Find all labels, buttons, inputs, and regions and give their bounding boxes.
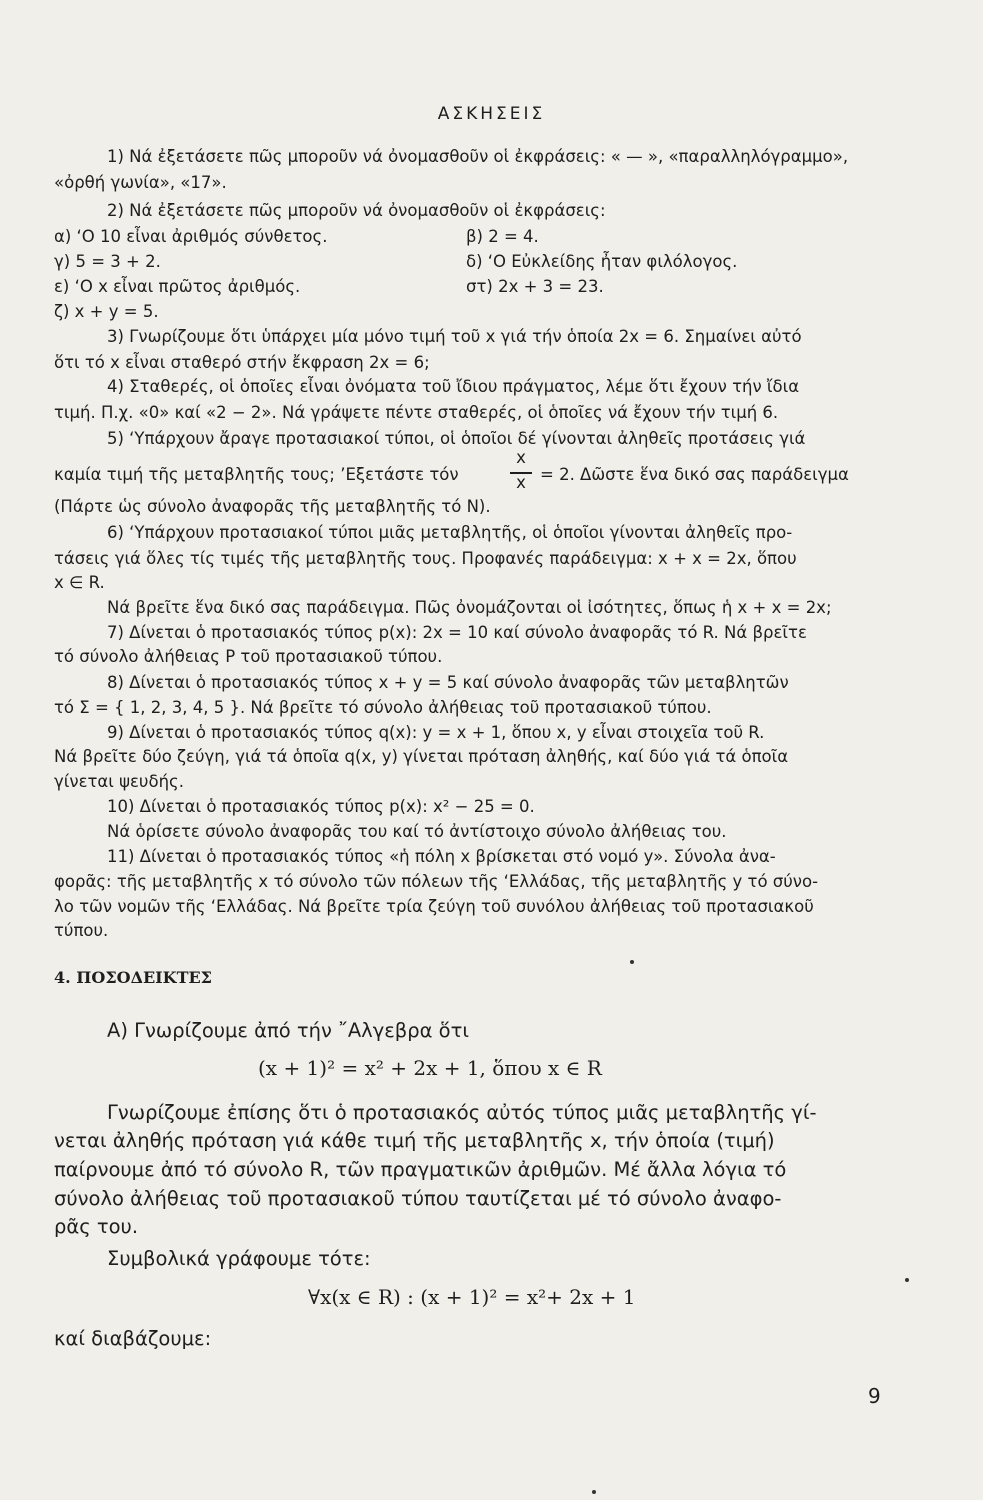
print-speck <box>630 960 634 964</box>
exercise-5-line-1: 5) ‘Υπάρχουν ἄραγε προτασιακοί τύποι, οἱ ὁποῖοι δέ γίνονται ἀληθεῖς προτάσεις γιά <box>107 429 806 448</box>
print-speck <box>905 1278 909 1282</box>
exercise-2-intro: 2) Νά ἐξετάσετε πῶς μποροῦν νά ὀνομασθοῦν οἱ ἐκφράσεις: <box>107 201 606 220</box>
paragraph-line-3: παίρνουμε ἀπό τό σύνολο R, τῶν πραγματικῶν ἀριθμῶν. Μέ ἄλλα λόγια τό <box>54 1158 787 1181</box>
exercise-7-line-1: 7) Δίνεται ὁ προτασιακός τύπος p(x): 2x = 10 καί σύνολο ἀναφορᾶς τό R. Νά βρεῖτε <box>107 623 807 642</box>
paragraph-line-5: ρᾶς του. <box>54 1215 139 1238</box>
exercise-2-option-a: α) ‘Ο 10 εἶναι ἀριθμός σύνθετος. <box>54 227 328 246</box>
formula-universal-quantifier: ∀x(x ∈ R) : (x + 1)² = x²+ 2x + 1 <box>308 1285 636 1309</box>
exercise-2-option-e: ε) ‘Ο x εἶναι πρῶτος ἀριθμός. <box>54 277 301 296</box>
paragraph-line-1: Γνωρίζουμε ἐπίσης ὅτι ὁ προτασιακός αὐτός τύπος μιᾶς μεταβλητῆς γί- <box>107 1101 817 1124</box>
exercise-11-line-3: λο τῶν νομῶν τῆς ‘Ελλάδας. Νά βρεῖτε τρία ζεύγη τοῦ συνόλου ἀλήθειας τοῦ προτασιακοῦ <box>54 897 814 916</box>
exercise-6-line-1: 6) ‘Υπάρχουν προτασιακοί τύποι μιᾶς μεταβλητῆς, οἱ ὁποῖοι γίνονται ἀληθεῖς προ- <box>107 523 793 542</box>
section-a-intro: Α) Γνωρίζουμε ἀπό τήν ῎Αλγεβρα ὅτι <box>107 1019 469 1042</box>
section-heading: 4. ΠΟΣΟΔΕΙΚΤΕΣ <box>54 968 212 987</box>
exercises-title: ΑΣΚΗΣΕΙΣ <box>437 104 546 124</box>
exercise-2-option-c: γ) 5 = 3 + 2. <box>54 252 161 271</box>
exercise-2-option-d: δ) ‘Ο Εὐκλείδης ἦταν φιλόλογος. <box>466 252 738 271</box>
exercise-2-option-b: β) 2 = 4. <box>466 227 539 246</box>
exercise-2-option-st: στ) 2x + 3 = 23. <box>466 277 604 296</box>
exercise-6-line-4: Νά βρεῖτε ἕνα δικό σας παράδειγμα. Πῶς ὀνομάζονται οἱ ἰσότητες, ὅπως ἡ x + x = 2x; <box>107 598 832 617</box>
exercise-9-line-3: γίνεται ψευδής. <box>54 772 184 791</box>
fraction-denominator: x <box>516 473 526 492</box>
exercise-8-line-2: τό Σ = { 1, 2, 3, 4, 5 }. Νά βρεῖτε τό σύνολο ἀλήθειας τοῦ προτασιακοῦ τύπου. <box>54 698 712 717</box>
exercise-4-line-2: τιμή. Π.χ. «0» καί «2 − 2». Νά γράψετε πέντε σταθερές, οἱ ὁποῖες νά ἔχουν τήν τιμή 6. <box>54 403 779 422</box>
exercise-10-line-1: 10) Δίνεται ὁ προτασιακός τύπος p(x): x² − 25 = 0. <box>107 797 535 816</box>
exercise-9-line-2: Νά βρεῖτε δύο ζεύγη, γιά τά ὁποῖα q(x, y) γίνεται πρόταση ἀληθής, καί δύο γιά τά ὁποῖα <box>54 747 789 766</box>
read-intro: καί διαβάζουμε: <box>54 1327 212 1350</box>
exercise-2-option-z: ζ) x + y = 5. <box>54 302 159 321</box>
exercise-5-line-3: (Πάρτε ὡς σύνολο ἀναφορᾶς τῆς μεταβλητῆς τό N). <box>54 497 491 516</box>
exercise-1-line-2: «ὀρθή γωνία», «17». <box>54 173 227 192</box>
exercise-8-line-1: 8) Δίνεται ὁ προτασιακός τύπος x + y = 5 καί σύνολο ἀναφορᾶς τῶν μεταβλητῶν <box>107 673 789 692</box>
paragraph-line-2: νεται ἀληθής πρόταση γιά κάθε τιμή τῆς μεταβλητῆς x, τήν ὁποία (τιμή) <box>54 1129 775 1152</box>
exercise-11-line-1: 11) Δίνεται ὁ προτασιακός τύπος «ἡ πόλη x βρίσκεται στό νομό y». Σύνολα ἀνα- <box>107 847 776 866</box>
exercise-3-line-1: 3) Γνωρίζουμε ὅτι ὑπάρχει μία μόνο τιμή τοῦ x γιά τήν ὁποία 2x = 6. Σημαίνει αὐτό <box>107 327 802 346</box>
exercise-4-line-1: 4) Σταθερές, οἱ ὁποῖες εἶναι ὀνόματα τοῦ ἴδιου πράγματος, λέμε ὅτι ἔχουν τήν ἴδια <box>107 377 800 396</box>
page-number: 9 <box>868 1384 881 1408</box>
formula-square-identity: (x + 1)² = x² + 2x + 1, ὅπου x ∈ R <box>258 1056 602 1080</box>
symbolic-intro: Συμβολικά γράφουμε τότε: <box>107 1247 371 1270</box>
exercise-6-line-2: τάσεις γιά ὅλες τίς τιμές τῆς μεταβλητῆς τους. Προφανές παράδειγμα: x + x = 2x, ὅπου <box>54 549 797 568</box>
exercise-11-line-4: τύπου. <box>54 921 109 940</box>
exercise-10-line-2: Νά ὁρίσετε σύνολο ἀναφορᾶς του καί τό ἀντίστοιχο σύνολο ἀλήθειας του. <box>107 822 727 841</box>
exercise-9-line-1: 9) Δίνεται ὁ προτασιακός τύπος q(x): y = x + 1, ὅπου x, y εἶναι στοιχεῖα τοῦ R. <box>107 723 765 742</box>
exercise-1-line-1: 1) Νά ἐξετάσετε πῶς μποροῦν νά ὀνομασθοῦν οἱ ἐκφράσεις: « — », «παραλληλόγραμμο», <box>107 147 849 166</box>
exercise-5-line-2b: = 2. Δῶστε ἕνα δικό σας παράδειγμα <box>540 465 849 484</box>
paragraph-line-4: σύνολο ἀλήθειας τοῦ προτασιακοῦ τύπου ταυτίζεται μέ τό σύνολο ἀναφο- <box>54 1187 782 1210</box>
fraction-numerator: x <box>516 448 526 467</box>
exercise-5-line-2a: καμία τιμή τῆς μεταβλητῆς τους; ’Εξετάστε τόν <box>54 465 459 484</box>
exercise-11-line-2: φορᾶς: τῆς μεταβλητῆς x τό σύνολο τῶν πόλεων τῆς ‘Ελλάδας, τῆς μεταβλητῆς y τό σύνο- <box>54 872 819 891</box>
exercise-3-line-2: ὅτι τό x εἶναι σταθερό στήν ἔκφραση 2x = 6; <box>54 353 430 372</box>
exercise-6-line-3: x ∈ R. <box>54 573 105 592</box>
print-speck <box>592 1490 596 1494</box>
exercise-7-line-2: τό σύνολο ἀλήθειας P τοῦ προτασιακοῦ τύπου. <box>54 647 443 666</box>
